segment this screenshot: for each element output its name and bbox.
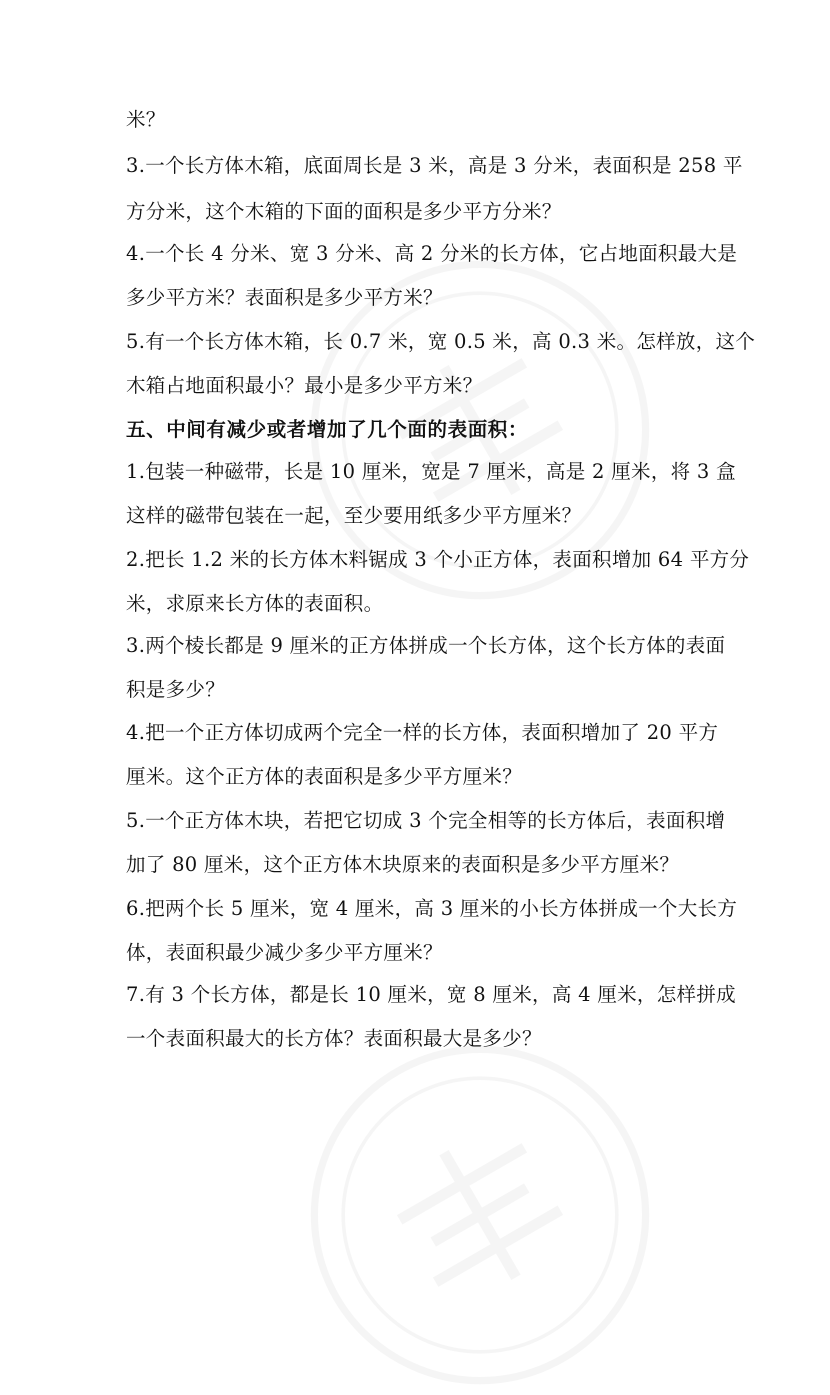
text-line-continuation: 米？ bbox=[126, 108, 166, 131]
section5-question-4-line-1: 4.把一个正方体切成两个完全一样的长方体，表面积增加了 20 平方 bbox=[126, 721, 719, 744]
section5-question-3-line-2: 积是多少？ bbox=[126, 678, 226, 701]
section-heading-5: 五、中间有减少或者增加了几个面的表面积： bbox=[126, 418, 529, 441]
section5-question-5-line-1: 5.一个正方体木块，若把它切成 3 个完全相等的长方体后，表面积增 bbox=[126, 809, 726, 832]
section5-question-5-line-2: 加了 80 厘米，这个正方体木块原来的表面积是多少平方厘米？ bbox=[126, 853, 680, 876]
section5-question-6-line-1: 6.把两个长 5 厘米，宽 4 厘米，高 3 厘米的小长方体拼成一个大长方 bbox=[126, 897, 738, 920]
question-5-line-2: 木箱占地面积最小？最小是多少平方米？ bbox=[126, 374, 483, 397]
question-5-line-1: 5.有一个长方体木箱，长 0.7 米，宽 0.5 米，高 0.3 米。怎样放，这个 bbox=[126, 330, 756, 353]
question-4-line-2: 多少平方米？表面积是多少平方米？ bbox=[126, 286, 443, 309]
section5-question-1-line-1: 1.包装一种磁带，长是 10 厘米，宽是 7 厘米，高是 2 厘米，将 3 盒 bbox=[126, 460, 736, 483]
section5-question-7-line-1: 7.有 3 个长方体，都是长 10 厘米，宽 8 厘米，高 4 厘米，怎样拼成 bbox=[126, 983, 736, 1006]
question-3-line-1: 3.一个长方体木箱，底面周长是 3 米，高是 3 分米，表面积是 258 平 bbox=[126, 154, 743, 177]
section5-question-4-line-2: 厘米。这个正方体的表面积是多少平方厘米？ bbox=[126, 765, 523, 788]
section5-question-2-line-1: 2.把长 1.2 米的长方体木料锯成 3 个小正方体，表面积增加 64 平方分 bbox=[126, 548, 750, 571]
section5-question-6-line-2: 体，表面积最少减少多少平方厘米？ bbox=[126, 941, 443, 964]
watermark-seal-icon-bottom bbox=[300, 1035, 660, 1395]
section5-question-1-line-2: 这样的磁带包装在一起，至少要用纸多少平方厘米？ bbox=[126, 504, 582, 527]
section5-question-3-line-1: 3.两个棱长都是 9 厘米的正方体拼成一个长方体，这个长方体的表面 bbox=[126, 634, 726, 657]
question-3-line-2: 方分米，这个木箱的下面的面积是多少平方分米？ bbox=[126, 200, 562, 223]
section5-question-2-line-2: 米，求原来长方体的表面积。 bbox=[126, 592, 384, 615]
section5-question-7-line-2: 一个表面积最大的长方体？表面积最大是多少？ bbox=[126, 1027, 542, 1050]
question-4-line-1: 4.一个长 4 分米、宽 3 分米、高 2 分米的长方体，它占地面积最大是 bbox=[126, 242, 738, 265]
